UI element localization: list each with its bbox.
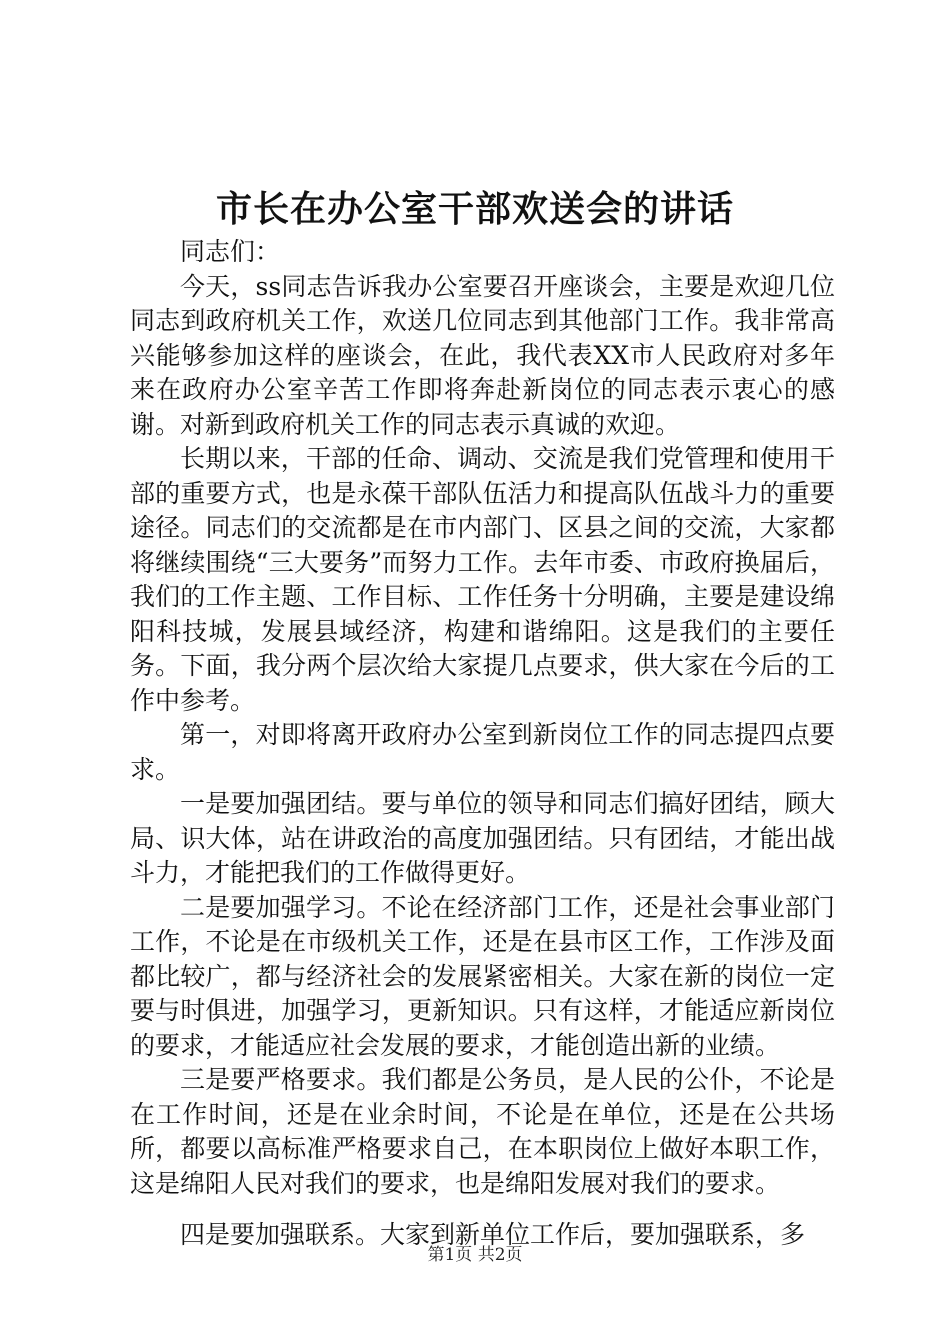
body-paragraph: 四是要加强联系。大家到新单位工作后，要加强联系，多 [180,1220,806,1249]
body-paragraph: 二是要加强学习。不论在经济部门工作，还是社会事业部门工作，不论是在市级机关工作，还是在县市区工作，工作涉及面都比较广，都与经济社会的发展紧密相关。大家在新的岗位一定要与时俱进，加强学习，更新知识。只有这样，才能适应新岗位的要求，才能适应社会发展的要求，才能创造出新的业绩。 [130,892,835,1060]
body-paragraph: 长期以来，干部的任命、调动、交流是我们党管理和使用干部的重要方式，也是永葆干部队伍活力和提高队伍战斗力的重要途径。同志们的交流都是在市内部门、区县之间的交流，大家都将继续围绕“三大要务”而努力工作。去年市委、市政府换届后，我们的工作主题、工作目标、工作任务十分明确，主要是建设绵阳科技城，发展县域经济，构建和谐绵阳。这是我们的主要任务。下面，我分两个层次给大家提几点要求，供大家在今后的工作中参考。 [130,444,835,715]
body-paragraph: 三是要严格要求。我们都是公务员，是人民的公仆，不论是在工作时间，还是在业余时间，不论是在单位，还是在公共场所，都要以高标准严格要求自己，在本职岗位上做好本职工作，这是绵阳人民对我们的要求，也是绵阳发展对我们的要求。 [130,1065,835,1198]
page-number-footer: 第1页 共2页 [427,1245,523,1265]
salutation-paragraph: 同志们： [180,237,281,266]
body-paragraph: 第一，对即将离开政府办公室到新岗位工作的同志提四点要求。 [130,720,835,784]
body-paragraph: 一是要加强团结。要与单位的领导和同志们搞好团结，顾大局、识大体，站在讲政治的高度加强团结。只有团结，才能出战斗力，才能把我们的工作做得更好。 [130,789,835,887]
document-title: 市长在办公室干部欢送会的讲话 [215,188,734,230]
document-body [130,235,835,1253]
body-paragraph: 今天，ss同志告诉我办公室要召开座谈会，主要是欢迎几位同志到政府机关工作，欢送几位同志到其他部门工作。我非常高兴能够参加这样的座谈会，在此，我代表XX市人民政府对多年来在政府办公室辛苦工作即将奔赴新岗位的同志表示衷心的感谢。对新到政府机关工作的同志表示真诚的欢迎。 [130,271,835,439]
